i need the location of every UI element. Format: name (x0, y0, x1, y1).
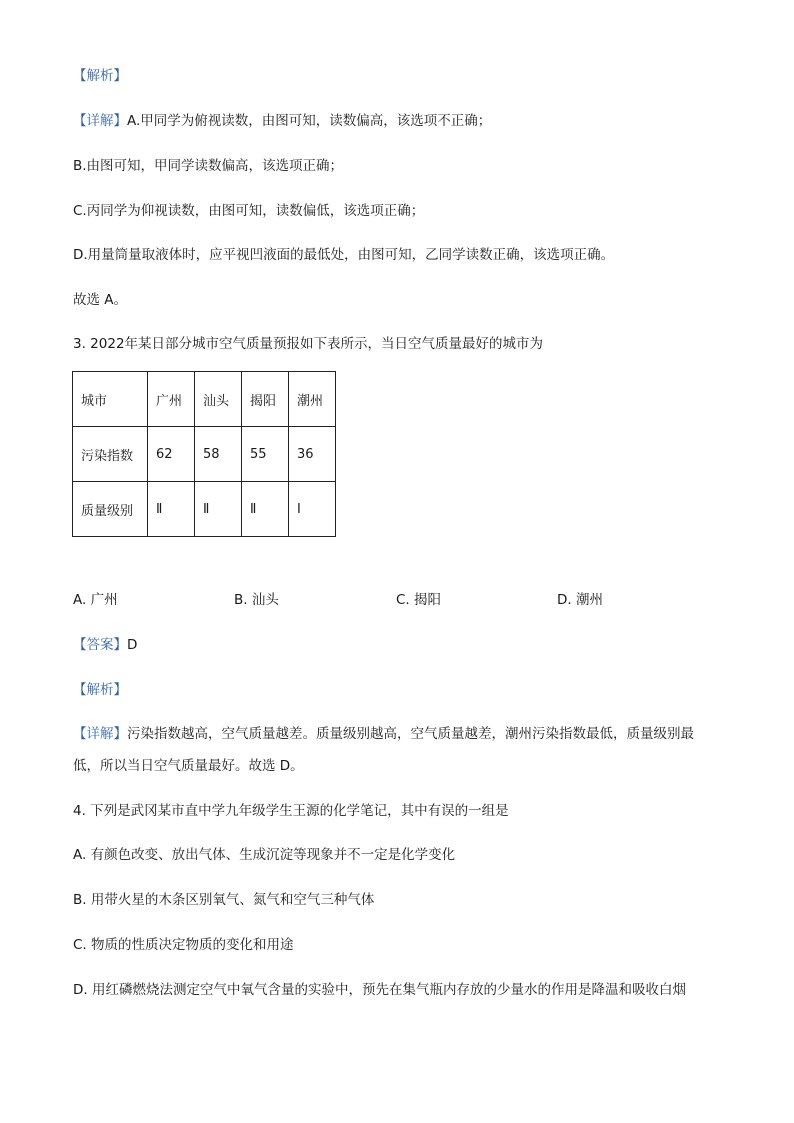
q3-stem: 3. 2022年某日部分城市空气质量预报如下表所示，当日空气质量最好的城市为 (73, 336, 544, 352)
table-header-pollution: 污染指数 (73, 427, 148, 482)
table-cell-pollution: 62 (148, 427, 195, 482)
q3-option-c: C. 揭阳 (396, 592, 442, 608)
q3-detail-line1 (73, 724, 694, 744)
detail-d: D.用量筒量取液体时，应平视凹液面的最低处，由图可知，乙同学读数正确，该选项正确。 (73, 247, 615, 263)
answer-value: D (127, 637, 138, 653)
detail-tag: 【详解】 (73, 726, 127, 742)
table-cell-pollution: 58 (195, 427, 242, 482)
air-quality-table (72, 371, 336, 537)
table-cell-grade: Ⅰ (289, 482, 336, 537)
table-cell-city: 广州 (148, 372, 195, 427)
table-cell-grade: Ⅱ (242, 482, 289, 537)
q3-option-b: B. 汕头 (234, 592, 279, 608)
detail-b: B.由图可知，甲同学读数偏高，该选项正确； (73, 158, 344, 174)
table-cell-grade: Ⅱ (195, 482, 242, 537)
table-header-grade: 质量级别 (73, 482, 148, 537)
table-cell-city: 潮州 (289, 372, 336, 427)
detail-a (73, 111, 491, 131)
detail-a-text: A.甲同学为俯视读数，由图可知，读数偏高，该选项不正确； (127, 113, 492, 129)
table-cell-pollution: 36 (289, 427, 336, 482)
q2-conclusion: 故选 A。 (73, 292, 128, 308)
q3-option-a: A. 广州 (73, 592, 118, 608)
table-row-pollution (73, 427, 336, 482)
table-cell-grade: Ⅱ (148, 482, 195, 537)
q3-answer (73, 635, 137, 655)
detail-c: C.丙同学为仰视读数，由图可知，读数偏低，该选项正确； (73, 203, 425, 219)
table-row-grade (73, 482, 336, 537)
table-header-city: 城市 (73, 372, 148, 427)
q4-option-c: C. 物质的性质决定物质的变化和用途 (73, 937, 294, 953)
table-cell-city: 汕头 (195, 372, 242, 427)
detail-tag: 【详解】 (73, 113, 127, 129)
answer-tag: 【答案】 (73, 637, 127, 653)
q4-option-a: A. 有颜色改变、放出气体、生成沉淀等现象并不一定是化学变化 (73, 847, 456, 863)
q4-option-d: D. 用红磷燃烧法测定空气中氧气含量的实验中，预先在集气瓶内存放的少量水的作用是降温和吸收白烟 (73, 982, 686, 998)
table-cell-city: 揭阳 (242, 372, 289, 427)
analysis-heading: 【解析】 (73, 68, 127, 84)
q3-analysis-heading: 【解析】 (73, 682, 127, 698)
q4-stem: 4. 下列是武冈某市直中学九年级学生王源的化学笔记，其中有误的一组是 (73, 803, 509, 819)
q3-detail-line2: 低，所以当日空气质量最好。故选 D。 (73, 758, 304, 774)
detail-text: 污染指数越高，空气质量越差。质量级别越高，空气质量越差，潮州污染指数最低，质量级别最 (127, 726, 694, 742)
table-row-city (73, 372, 336, 427)
table-cell-pollution: 55 (242, 427, 289, 482)
q4-option-b: B. 用带火星的木条区别氧气、氮气和空气三种气体 (73, 892, 375, 908)
q3-option-d: D. 潮州 (557, 592, 603, 608)
